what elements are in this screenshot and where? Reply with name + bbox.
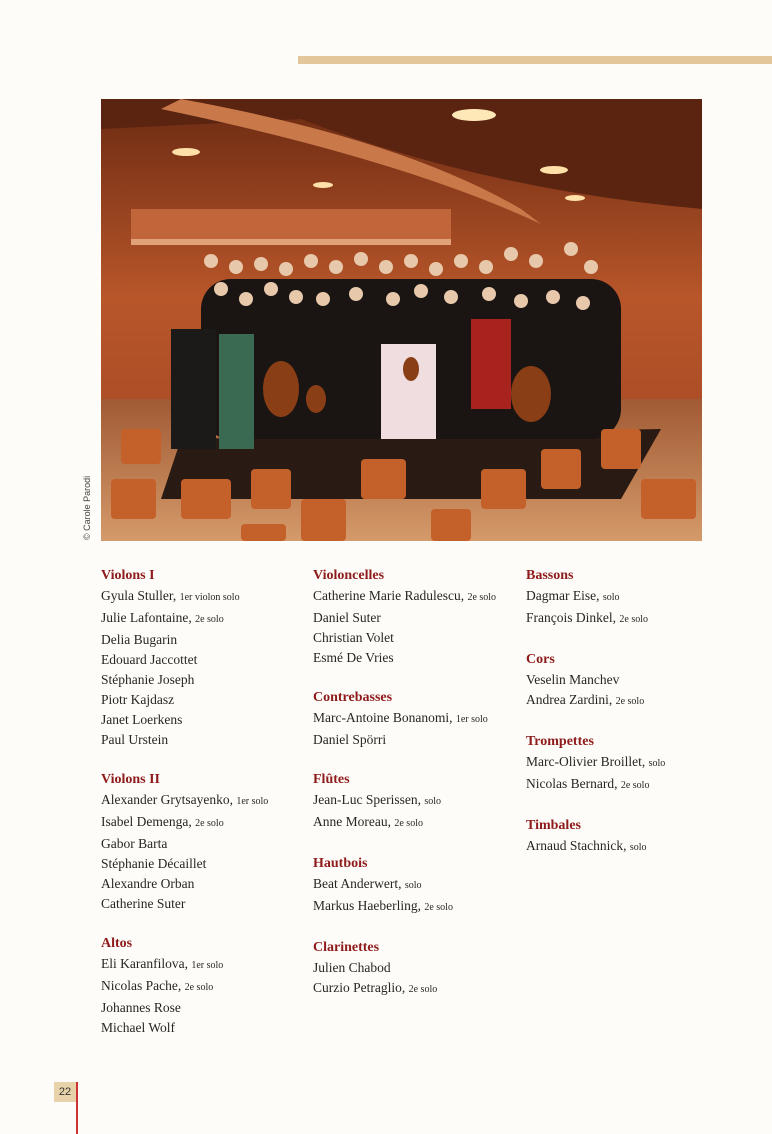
section-heading: Altos bbox=[101, 936, 133, 951]
member-entry: Julie Lafontaine, 2e solo bbox=[101, 610, 224, 625]
member-name: Delia Bugarin bbox=[101, 632, 178, 647]
section bbox=[526, 650, 731, 712]
member-name: Arnaud Stachnick bbox=[526, 838, 624, 853]
member-name: Paul Urstein bbox=[101, 732, 169, 747]
member-entry: Beat Anderwert, solo bbox=[313, 876, 422, 891]
member-role: 1er violon solo bbox=[179, 592, 240, 603]
member-entry bbox=[101, 874, 306, 894]
member-entry bbox=[313, 608, 518, 628]
member-name: François Dinkel bbox=[526, 610, 613, 625]
section bbox=[101, 770, 306, 914]
member-role: 1er solo bbox=[455, 714, 488, 725]
member-entry: Dagmar Eise, solo bbox=[526, 588, 620, 603]
member-role: solo bbox=[648, 758, 666, 769]
page-margin-rule bbox=[76, 1082, 78, 1134]
orchestra-photo bbox=[101, 99, 702, 541]
section-heading: Clarinettes bbox=[313, 940, 380, 955]
member-name: Andrea Zardini bbox=[526, 692, 609, 707]
section-heading: Cors bbox=[526, 652, 555, 667]
member-entry bbox=[101, 730, 306, 750]
member-role: solo bbox=[629, 842, 647, 853]
member-entry: Nicolas Bernard, 2e solo bbox=[526, 776, 650, 791]
member-name: Markus Haeberling bbox=[313, 898, 418, 913]
member-name: Dagmar Eise bbox=[526, 588, 597, 603]
member-entry: Gyula Stuller, 1er violon solo bbox=[101, 588, 240, 603]
member-entry bbox=[101, 650, 306, 670]
member-entry bbox=[313, 730, 518, 750]
member-name: Eli Karanfilova bbox=[101, 956, 185, 971]
member-entry bbox=[101, 630, 306, 650]
top-accent-rule bbox=[298, 56, 772, 64]
member-name: Piotr Kajdasz bbox=[101, 692, 175, 707]
section-heading: Bassons bbox=[526, 568, 574, 583]
member-role: solo bbox=[424, 796, 442, 807]
section-heading: Violons II bbox=[101, 772, 161, 787]
member-name: Stéphanie Décaillet bbox=[101, 856, 207, 871]
section-heading: Trompettes bbox=[526, 734, 594, 749]
member-role: 2e solo bbox=[424, 902, 453, 913]
member-entry: François Dinkel, 2e solo bbox=[526, 610, 648, 625]
member-name: Alexander Grytsayenko bbox=[101, 792, 230, 807]
member-name: Edouard Jaccottet bbox=[101, 652, 198, 667]
section-heading: Timbales bbox=[526, 818, 581, 833]
member-entry: Curzio Petraglio, 2e solo bbox=[313, 980, 438, 995]
member-entry bbox=[101, 894, 306, 914]
member-name: Stéphanie Joseph bbox=[101, 672, 195, 687]
section-heading: Violons I bbox=[101, 568, 155, 583]
section-heading: Flûtes bbox=[313, 772, 350, 787]
section bbox=[313, 688, 518, 750]
member-entry: Alexander Grytsayenko, 1er solo bbox=[101, 792, 269, 807]
member-name: Nicolas Bernard bbox=[526, 776, 615, 791]
section bbox=[526, 566, 731, 630]
section bbox=[526, 816, 731, 858]
member-entry bbox=[313, 958, 518, 978]
member-name: Christian Volet bbox=[313, 630, 394, 645]
member-name: Marc-Olivier Broillet bbox=[526, 754, 642, 769]
member-name: Veselin Manchev bbox=[526, 672, 620, 687]
member-role: 1er solo bbox=[191, 960, 224, 971]
member-entry: Marc-Olivier Broillet, solo bbox=[526, 754, 666, 769]
member-role: 2e solo bbox=[195, 614, 224, 625]
member-entry bbox=[101, 998, 306, 1018]
member-name: Catherine Marie Radulescu bbox=[313, 588, 461, 603]
member-name: Marc-Antoine Bonanomi bbox=[313, 710, 450, 725]
member-name: Isabel Demenga bbox=[101, 814, 189, 829]
member-name: Curzio Petraglio bbox=[313, 980, 402, 995]
roster-column-3 bbox=[526, 566, 731, 878]
member-name: Anne Moreau bbox=[313, 814, 388, 829]
roster-column-2 bbox=[313, 566, 518, 1020]
member-name: Johannes Rose bbox=[101, 1000, 181, 1015]
photo-credit: © Carole Parodi bbox=[82, 475, 92, 540]
member-role: solo bbox=[602, 592, 620, 603]
member-entry: Anne Moreau, 2e solo bbox=[313, 814, 423, 829]
member-entry: Nicolas Pache, 2e solo bbox=[101, 978, 214, 993]
member-name: Julien Chabod bbox=[313, 960, 391, 975]
section bbox=[313, 854, 518, 918]
member-role: 2e solo bbox=[184, 982, 214, 993]
member-name: Jean-Luc Sperissen bbox=[313, 792, 418, 807]
member-entry bbox=[101, 670, 306, 690]
member-name: Nicolas Pache bbox=[101, 978, 178, 993]
member-name: Beat Anderwert bbox=[313, 876, 399, 891]
member-name: Michael Wolf bbox=[101, 1020, 176, 1035]
section bbox=[101, 934, 306, 1038]
member-role: 2e solo bbox=[408, 984, 438, 995]
member-entry: Jean-Luc Sperissen, solo bbox=[313, 792, 442, 807]
member-role: 2e solo bbox=[195, 818, 224, 829]
member-entry: Catherine Marie Radulescu, 2e solo bbox=[313, 588, 497, 603]
member-role: solo bbox=[404, 880, 422, 891]
section-heading: Violoncelles bbox=[313, 568, 385, 583]
member-entry bbox=[101, 854, 306, 874]
member-role: 2e solo bbox=[620, 780, 650, 791]
member-name: Daniel Spörri bbox=[313, 732, 387, 747]
member-entry: Isabel Demenga, 2e solo bbox=[101, 814, 224, 829]
section bbox=[313, 566, 518, 668]
member-entry bbox=[101, 710, 306, 730]
member-name: Esmé De Vries bbox=[313, 650, 394, 665]
section bbox=[313, 938, 518, 1000]
member-entry: Marc-Antoine Bonanomi, 1er solo bbox=[313, 710, 488, 725]
section bbox=[313, 770, 518, 834]
member-name: Julie Lafontaine bbox=[101, 610, 189, 625]
member-name: Gabor Barta bbox=[101, 836, 168, 851]
section-heading: Contrebasses bbox=[313, 690, 393, 705]
section bbox=[526, 732, 731, 796]
member-role: 2e solo bbox=[619, 614, 648, 625]
member-entry bbox=[101, 834, 306, 854]
member-name: Janet Loerkens bbox=[101, 712, 183, 727]
member-entry: Andrea Zardini, 2e solo bbox=[526, 692, 645, 707]
section-heading: Hautbois bbox=[313, 856, 368, 871]
member-role: 1er solo bbox=[236, 796, 269, 807]
member-role: 2e solo bbox=[615, 696, 645, 707]
member-name: Daniel Suter bbox=[313, 610, 381, 625]
section bbox=[101, 566, 306, 750]
member-role: 2e solo bbox=[394, 818, 423, 829]
member-entry: Markus Haeberling, 2e solo bbox=[313, 898, 453, 913]
member-entry bbox=[313, 628, 518, 648]
roster-column-1 bbox=[101, 566, 306, 1058]
member-entry: Eli Karanfilova, 1er solo bbox=[101, 956, 224, 971]
page-number: 22 bbox=[54, 1082, 76, 1102]
member-entry: Arnaud Stachnick, solo bbox=[526, 838, 647, 853]
member-role: 2e solo bbox=[467, 592, 497, 603]
member-entry bbox=[526, 670, 731, 690]
member-name: Catherine Suter bbox=[101, 896, 186, 911]
member-name: Gyula Stuller bbox=[101, 588, 173, 603]
member-entry bbox=[101, 1018, 306, 1038]
member-entry bbox=[313, 648, 518, 668]
member-entry bbox=[101, 690, 306, 710]
member-name: Alexandre Orban bbox=[101, 876, 195, 891]
